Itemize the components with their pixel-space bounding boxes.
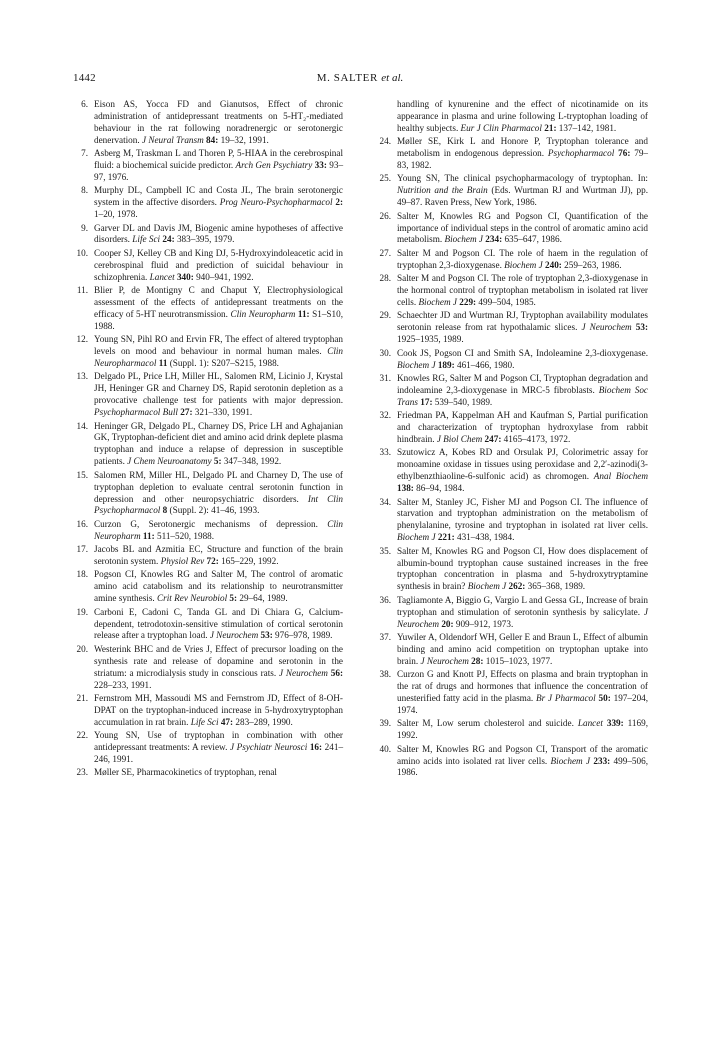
reference-authors: Cooper SJ, Kelley CB and King DJ, <box>94 247 229 258</box>
reference-volume: 27: <box>180 407 193 418</box>
reference-authors: Jacobs BL and Azmitia EC, <box>94 544 203 555</box>
reference-journal: Crit Rev Neurobiol <box>157 593 228 604</box>
reference-authors: Salter M, Stanley JC, Fisher MJ and Pogson CI. <box>397 496 582 507</box>
reference-pages: 1015–1023, 1977. <box>485 655 553 666</box>
reference-authors: Murphy DL, Campbell IC and Costa JL, <box>94 185 253 196</box>
reference-volume: 138: <box>397 483 414 494</box>
reference-pages: 4165–4173, 1972. <box>503 433 571 444</box>
reference-pages: S1–S10, 1988. <box>94 308 344 331</box>
reference-title: Pharmacokinetics of tryptophan, renal <box>136 767 277 778</box>
reference-pages: (Eds. Wurtman RJ and Wurtman JJ), pp. 49–87. Raven Press, New York, 1986. <box>397 185 649 208</box>
reference-volume: 72: <box>206 556 219 567</box>
reference-item <box>73 421 343 469</box>
reference-journal: Biochem J <box>550 755 591 766</box>
reference-number: 16 . <box>73 519 88 531</box>
reference-item <box>73 544 343 568</box>
reference-pages: (Suppl. 1): S207–S215, 1988. <box>169 358 279 369</box>
reference-journal: J Neurochem <box>209 630 259 641</box>
reference-volume: 56: <box>330 667 344 678</box>
reference-authors: Eison AS, Yocca FD and Gianutsos, <box>94 99 259 109</box>
reference-volume: 53: <box>260 630 273 641</box>
running-head-etal: et al. <box>381 72 404 84</box>
reference-pages: 165–229, 1992. <box>221 556 279 567</box>
reference-number: 19 . <box>73 607 88 619</box>
reference-pages: 347–348, 1992. <box>223 456 282 467</box>
reference-authors: Curzon G and Knott PJ, <box>397 669 488 680</box>
reference-title: Serotonergic mechanisms of depression. <box>148 518 318 529</box>
reference-pages: 79–83, 1982. <box>397 148 649 171</box>
reference-journal: Biochem J <box>418 297 457 307</box>
reference-pages: 93–97, 1976. <box>94 160 344 182</box>
reference-pages: 29–64, 1989. <box>239 593 288 604</box>
reference-title: The use of tryptophan depletion to evaluate central serotonin function in depression and other neuropsychiatric disorders. <box>94 469 343 504</box>
reference-title: Tryptophan degradation and indoleamine 2,3-dioxygenase in MRC-5 fibroblasts. <box>397 372 648 395</box>
reference-number: 17 . <box>73 544 88 556</box>
reference-title: Colorimetric assay for monoamine oxidase in tissues using peroxidase and 2,2′-azinodi(3-ethylbenzthiaoline-6-sulfonic acid) as chromogen. <box>397 447 649 482</box>
reference-title: The influence of starvation and tryptophan administration on the metabolism of phenylalanine, tyrosine and tryptophan in isolated rat liver cells. <box>397 496 648 531</box>
reference-title: The role of tryptophan 2,3-dioxygenase in the hormonal control of tryptophan metabolism in isolated rat liver cells. <box>397 273 648 307</box>
reference-journal: J Biol Chem <box>436 433 483 444</box>
reference-authors: Salter M, Knowles RG and Pogson CI, <box>397 743 548 754</box>
reference-volume: 5: <box>213 456 222 467</box>
references-right-column <box>376 99 648 781</box>
reference-item <box>376 136 648 172</box>
reference-number: 18 . <box>73 569 88 581</box>
reference-journal: Life Sci <box>190 716 219 727</box>
reference-pages: 461–466, 1980. <box>456 359 515 370</box>
reference-number: 22 . <box>73 730 88 742</box>
reference-volume: 21: <box>544 122 557 133</box>
reference-title: Effect of precursor loading on the synthesis rate and release of dopamine and serotonin in the striatum: a microdialysis study in conscious rats. <box>94 643 344 678</box>
reference-journal: Clin Neuropharm <box>94 518 344 541</box>
reference-item <box>376 248 648 272</box>
reference-number: 33 . <box>376 447 391 459</box>
reference-number: 28 . <box>376 273 391 285</box>
reference-title: Biogenic amine hypotheses of affective disorders. <box>94 222 343 245</box>
reference-journal: J Neurochem <box>420 655 469 666</box>
reference-volume: 47: <box>220 716 234 727</box>
reference-item <box>376 447 648 495</box>
reference-title: Electrophysiological assessment of the effects of antidepressant treatments on the efficacy of 5-HT neurotransmission. <box>94 285 343 319</box>
reference-item <box>73 371 343 419</box>
reference-authors: Delgado PL, Price LH, Miller HL, Salomen RM, Licinio J, Krystal JH, Heninger GR and Charney DS, <box>94 371 343 394</box>
reference-journal: Arch Gen Psychiatry <box>235 160 313 171</box>
reference-title: handling of kynurenine and the effect of nicotinamide on its appearance in plasma and urine following L-tryptophan loading of healthy subjects. <box>397 99 648 133</box>
running-head-authors: M. SALTER <box>316 72 378 84</box>
reference-authors: Knowles RG, Salter M and Pogson CI, <box>397 372 542 383</box>
reference-number: 32 . <box>376 410 391 422</box>
reference-pages: 976–978, 1989. <box>275 630 333 641</box>
reference-pages: 228–233, 1991. <box>94 679 152 690</box>
reference-authors: Yuwiler A, Oldendorf WH, Geller E and Braun L, <box>397 631 581 642</box>
reference-authors: Szutowicz A, Kobes RD and Orsulak PJ, <box>397 447 559 458</box>
reference-item <box>73 223 343 247</box>
reference-journal: Eur J Clin Pharmacol <box>460 122 542 133</box>
reference-journal: Clin Neuropharm <box>230 308 296 319</box>
reference-item <box>73 730 343 766</box>
reference-number: 26 . <box>376 211 391 223</box>
reference-pages: 909–912, 1973. <box>455 618 514 629</box>
reference-number: 9 . <box>73 223 88 235</box>
reference-journal: J Neurochem <box>397 606 648 629</box>
reference-title: Calcium-dependent, tetrodotoxin-sensitive stimulation of cortical serotonin release after a tryptophan load. <box>94 606 344 641</box>
reference-item <box>73 285 343 333</box>
reference-number: 34 . <box>376 497 391 509</box>
reference-journal: Anal Biochem <box>593 471 648 482</box>
reference-item <box>376 744 648 780</box>
reference-journal: Biochem J <box>467 581 507 592</box>
reference-pages: 635–647, 1986. <box>504 234 562 245</box>
reference-title: Tryptophan availability modulates serotonin release from rat hypothalamic slices. <box>397 310 648 333</box>
reference-item <box>73 767 343 779</box>
reference-volume: 11 <box>158 358 168 369</box>
reference-title: The clinical psychopharmacology of tryptophan. In: <box>444 173 648 184</box>
reference-journal: Prog Neuro-Psychopharmacol <box>219 197 333 208</box>
reference-number: 20 . <box>73 644 88 656</box>
reference-journal: Biochem Soc Trans <box>397 384 648 407</box>
reference-number: 7 . <box>73 148 88 160</box>
reference-item <box>376 718 648 742</box>
reference-title: Tryptophan tolerance and metabolism in endogenous depression. <box>397 136 648 159</box>
reference-volume: 234: <box>485 234 503 245</box>
reference-number: 40 . <box>376 744 391 756</box>
reference-authors: Young SN, <box>397 173 440 184</box>
reference-authors: Young SN, <box>94 730 140 741</box>
reference-authors: Asberg M, Traskman L and Thoren P, <box>94 148 235 159</box>
reference-item <box>73 693 343 729</box>
reference-authors: Garver DL and Davis JM, <box>94 222 193 233</box>
reference-journal: Clin Neuropharmacol <box>94 346 344 369</box>
reference-journal: Life Sci <box>132 234 161 245</box>
reference-pages: 940–941, 1992. <box>196 271 254 282</box>
reference-volume: 5: <box>229 593 238 604</box>
reference-pages: 259–263, 1986. <box>564 259 622 270</box>
reference-item <box>73 148 343 184</box>
reference-item <box>73 334 343 370</box>
reference-pages: 19–32, 1991. <box>220 134 269 145</box>
reference-volume: 2: <box>335 197 344 208</box>
reference-title: 5-HIAA in the cerebrospinal fluid: a biochemical suicide predictor. <box>94 148 344 171</box>
reference-number: 12 . <box>73 334 88 346</box>
reference-journal: J Psychiatr Neurosci <box>229 742 308 753</box>
reference-journal: Lancet <box>577 718 603 729</box>
reference-item <box>73 644 343 692</box>
reference-pages: 1169, 1992. <box>397 718 649 741</box>
reference-volume: 33: <box>314 160 327 171</box>
reference-number: 6 . <box>73 99 88 111</box>
reference-journal: J Neurochem <box>278 667 328 678</box>
reference-authors: Fernstrom MH, Massoudi MS and Fernstrom JD, <box>94 693 280 703</box>
reference-pages: 511–520, 1988. <box>156 530 215 541</box>
reference-volume: 8 <box>162 505 168 516</box>
reference-title: Indoleamine 2,3-dioxygenase. <box>536 347 649 358</box>
reference-authors: Møller SE, <box>94 767 135 778</box>
reference-journal: Biochem J <box>444 234 483 245</box>
reference-pages: 431–438, 1984. <box>456 532 515 543</box>
reference-volume: 247: <box>484 433 502 444</box>
reference-title: Rapid serotonin depletion as a provocative challenge test for patients with major depression. <box>94 383 344 406</box>
reference-item <box>376 173 648 209</box>
reference-pages: 197–204, 1974. <box>397 693 649 715</box>
reference-authors: Salter M, Knowles RG and Pogson CI, <box>397 545 545 556</box>
reference-journal: Psychopharmacol <box>547 148 615 159</box>
reference-title: Low serum cholesterol and suicide. <box>436 718 574 729</box>
reference-journal: Br J Pharmacol <box>536 693 596 703</box>
reference-pages: 499–504, 1985. <box>478 297 536 307</box>
reference-item <box>376 310 648 346</box>
reference-item <box>73 99 343 147</box>
reference-pages: 499–506, 1986. <box>397 755 648 778</box>
reference-pages: 1925–1935, 1989. <box>397 334 464 345</box>
reference-authors: Tagliamonte A, Biggio G, Vargio L and Gessa GL, <box>397 594 584 605</box>
reference-pages: 1–20, 1978. <box>94 209 138 220</box>
reference-number: 13 . <box>73 371 88 383</box>
reference-item <box>376 211 648 247</box>
reference-volume: 20: <box>441 618 454 629</box>
reference-number: 10 . <box>73 248 88 260</box>
reference-title: Structure and function of the brain serotonin system. <box>94 544 343 567</box>
running-head <box>0 72 720 84</box>
reference-authors: Schaechter JD and Wurtman RJ, <box>397 310 519 321</box>
reference-authors: Westerink BHC and de Vries J, <box>94 643 213 654</box>
reference-volume: 262: <box>508 581 526 592</box>
reference-number: 31 . <box>376 373 391 385</box>
reference-pages: 321–330, 1991. <box>194 407 253 418</box>
reference-volume: 28: <box>471 655 484 666</box>
reference-authors: Friedman PA, Kappelman AH and Kaufman S, <box>397 410 575 421</box>
page-number: 1442 <box>73 72 96 84</box>
reference-volume: 11: <box>297 308 310 319</box>
reference-title: Tryptophan-deficient diet and amino acid drink deplete plasma tryptophan and induce a relapse of depression in susceptible patients. <box>94 432 343 467</box>
reference-journal: Nutrition and the Brain <box>397 185 488 196</box>
reference-pages: (Suppl. 2): 41–46, 1993. <box>169 505 260 516</box>
reference-authors: Møller SE, Kirk L and Honore P, <box>397 136 541 147</box>
reference-title: The control of aromatic amino acid catabolism and its relationship to neurotransmitter amine synthesis. <box>94 569 343 604</box>
reference-item <box>376 497 648 545</box>
reference-volume: 229: <box>459 297 477 307</box>
reference-number: 11 . <box>73 285 88 297</box>
reference-item <box>376 669 648 717</box>
reference-item <box>376 348 648 372</box>
reference-pages: 365–368, 1989. <box>527 581 586 592</box>
reference-authors: Salomen RM, Miller HL, Delgado PL and Charney D, <box>94 469 300 480</box>
reference-item <box>376 410 648 446</box>
reference-title: Effect of 8-OH-DPAT on the tryptophan-induced increase in 5-hydroxytryptophan accumulation in rat brain. <box>94 693 343 727</box>
reference-volume: 11: <box>142 530 155 541</box>
reference-number: 8 . <box>73 185 88 197</box>
reference-volume: 53: <box>635 322 649 333</box>
reference-item <box>376 546 648 594</box>
reference-item <box>73 248 343 284</box>
reference-number: 30 . <box>376 348 391 360</box>
reference-authors: Curzon G, <box>94 518 140 529</box>
reference-authors: Blier P, de Montigny C and Chaput Y, <box>94 285 261 296</box>
reference-number: 36 . <box>376 595 391 607</box>
reference-authors: Salter M, <box>397 718 433 729</box>
reference-volume: 339: <box>606 718 624 729</box>
reference-item <box>73 569 343 605</box>
reference-volume: 50: <box>598 693 611 703</box>
reference-authors: Cook JS, Pogson CI and Smith SA, <box>397 347 533 358</box>
reference-number: 35 . <box>376 546 391 558</box>
reference-title: The role of haem in the regulation of tryptophan 2,3-dioxygenase. <box>397 247 648 270</box>
reference-authors: Young SN, Pihl RO and Ervin FR, <box>94 334 223 345</box>
reference-volume: 84: <box>206 134 219 145</box>
reference-title: Transport of the aromatic amino acids into isolated rat liver cells. <box>397 743 648 766</box>
reference-pages: 86–94, 1984. <box>416 483 465 494</box>
reference-number: 24 . <box>376 136 391 148</box>
reference-pages: 539–540, 1989. <box>434 396 493 407</box>
reference-volume: 233: <box>593 755 611 766</box>
reference-journal: Biochem J <box>397 532 436 543</box>
reference-number: 29 . <box>376 310 391 322</box>
reference-item <box>73 470 343 518</box>
reference-number: 15 . <box>73 470 88 482</box>
reference-title: The effect of altered tryptophan levels on mood and behaviour in normal human males. <box>94 334 343 357</box>
reference-volume: 221: <box>437 532 455 543</box>
reference-title: 5-Hydroxyindoleacetic acid in cerebrospinal fluid and prediction of suicidal behaviour in schizophrenia. <box>94 247 343 282</box>
reference-item <box>73 607 343 643</box>
reference-title: Quantification of the importance of individual steps in the control of aromatic amino acid metabolism. <box>397 210 648 245</box>
reference-title: Effect of albumin binding and amino acid competition on tryptophan uptake into brain. <box>397 631 649 666</box>
reference-authors: Salter M, Knowles RG and Pogson CI, <box>397 210 560 221</box>
reference-journal: J Neurochem <box>581 322 632 333</box>
reference-number: 23 . <box>73 767 88 779</box>
reference-journal: Biochem J <box>504 259 543 270</box>
reference-title: Partial purification and characterization of tryptophan hydroxylase from rabbit hindbrain. <box>397 410 649 444</box>
reference-title: The brain serotonergic system in the affective disorders. <box>94 185 343 208</box>
reference-authors: Salter M and Pogson CI. <box>397 247 496 258</box>
reference-journal: Physiol Rev <box>160 556 205 567</box>
reference-number: 25 . <box>376 173 391 185</box>
reference-item <box>376 632 648 668</box>
reference-number: 38 . <box>376 669 391 681</box>
references-left-column <box>73 99 343 781</box>
reference-authors: Pogson CI, Knowles RG and Salter M, <box>94 569 248 580</box>
reference-authors: Salter M and Pogson CI. <box>397 273 489 284</box>
reference-journal: Biochem J <box>397 359 436 370</box>
reference-title: Use of tryptophan in combination with other antidepressant treatments: A review. <box>94 730 343 753</box>
reference-volume: 16: <box>309 742 323 753</box>
reference-journal: Int Clin Psychopharmacol <box>94 493 343 516</box>
reference-volume: 240: <box>545 259 562 270</box>
reference-item <box>73 185 343 221</box>
reference-volume: 189: <box>437 359 455 370</box>
reference-item <box>376 373 648 409</box>
reference-number: 21 . <box>73 693 88 705</box>
reference-item <box>376 273 648 309</box>
reference-item <box>376 595 648 631</box>
reference-number: 39 . <box>376 718 391 730</box>
reference-volume: 76: <box>618 148 631 159</box>
reference-journal: J Chem Neuroanatomy <box>127 456 212 467</box>
reference-volume: 340: <box>176 271 194 282</box>
reference-pages: 137–142, 1981. <box>558 122 617 133</box>
reference-number: 37 . <box>376 632 391 644</box>
reference-journal: Psychopharmacol Bull <box>94 407 178 418</box>
reference-volume: 17: <box>420 396 433 407</box>
reference-pages: 283–289, 1990. <box>235 716 293 727</box>
reference-title: Effect of chronic administration of antidepressant treatments on 5-HT₂-mediated behaviour in the rat following noradrenergic or serotonergic denervation. <box>94 99 344 145</box>
reference-authors: Heninger GR, Delgado PL, Charney DS, Price LH and Aghajanian GK, <box>94 420 343 443</box>
reference-title: Increase of brain tryptophan and stimulation of serotonin synthesis by salicylate. <box>397 594 648 617</box>
reference-pages: 383–395, 1979. <box>176 234 235 245</box>
reference-authors: Carboni E, Cadoni C, Tanda GL and Di Chiara G, <box>94 606 304 617</box>
reference-number: 27 . <box>376 248 391 260</box>
reference-pages: 241–246, 1991. <box>94 742 344 765</box>
reference-item <box>73 519 343 543</box>
reference-title: Effects on plasma and brain tryptophan in the rat of drugs and hormones that influence the concentration of unesterified fatty acid in the plasma. <box>397 669 649 703</box>
reference-item <box>376 99 648 135</box>
reference-number: 14 . <box>73 421 88 433</box>
reference-title: How does displacement of albumin-bound tryptophan cause sustained increases in the free tryptophan concentration in plasma and 5-hydroxytryptamine synthesis in brain? <box>397 545 648 592</box>
reference-journal: Lancet <box>149 271 175 282</box>
reference-volume: 24: <box>162 234 175 245</box>
reference-journal: J Neural Transm <box>141 134 204 145</box>
